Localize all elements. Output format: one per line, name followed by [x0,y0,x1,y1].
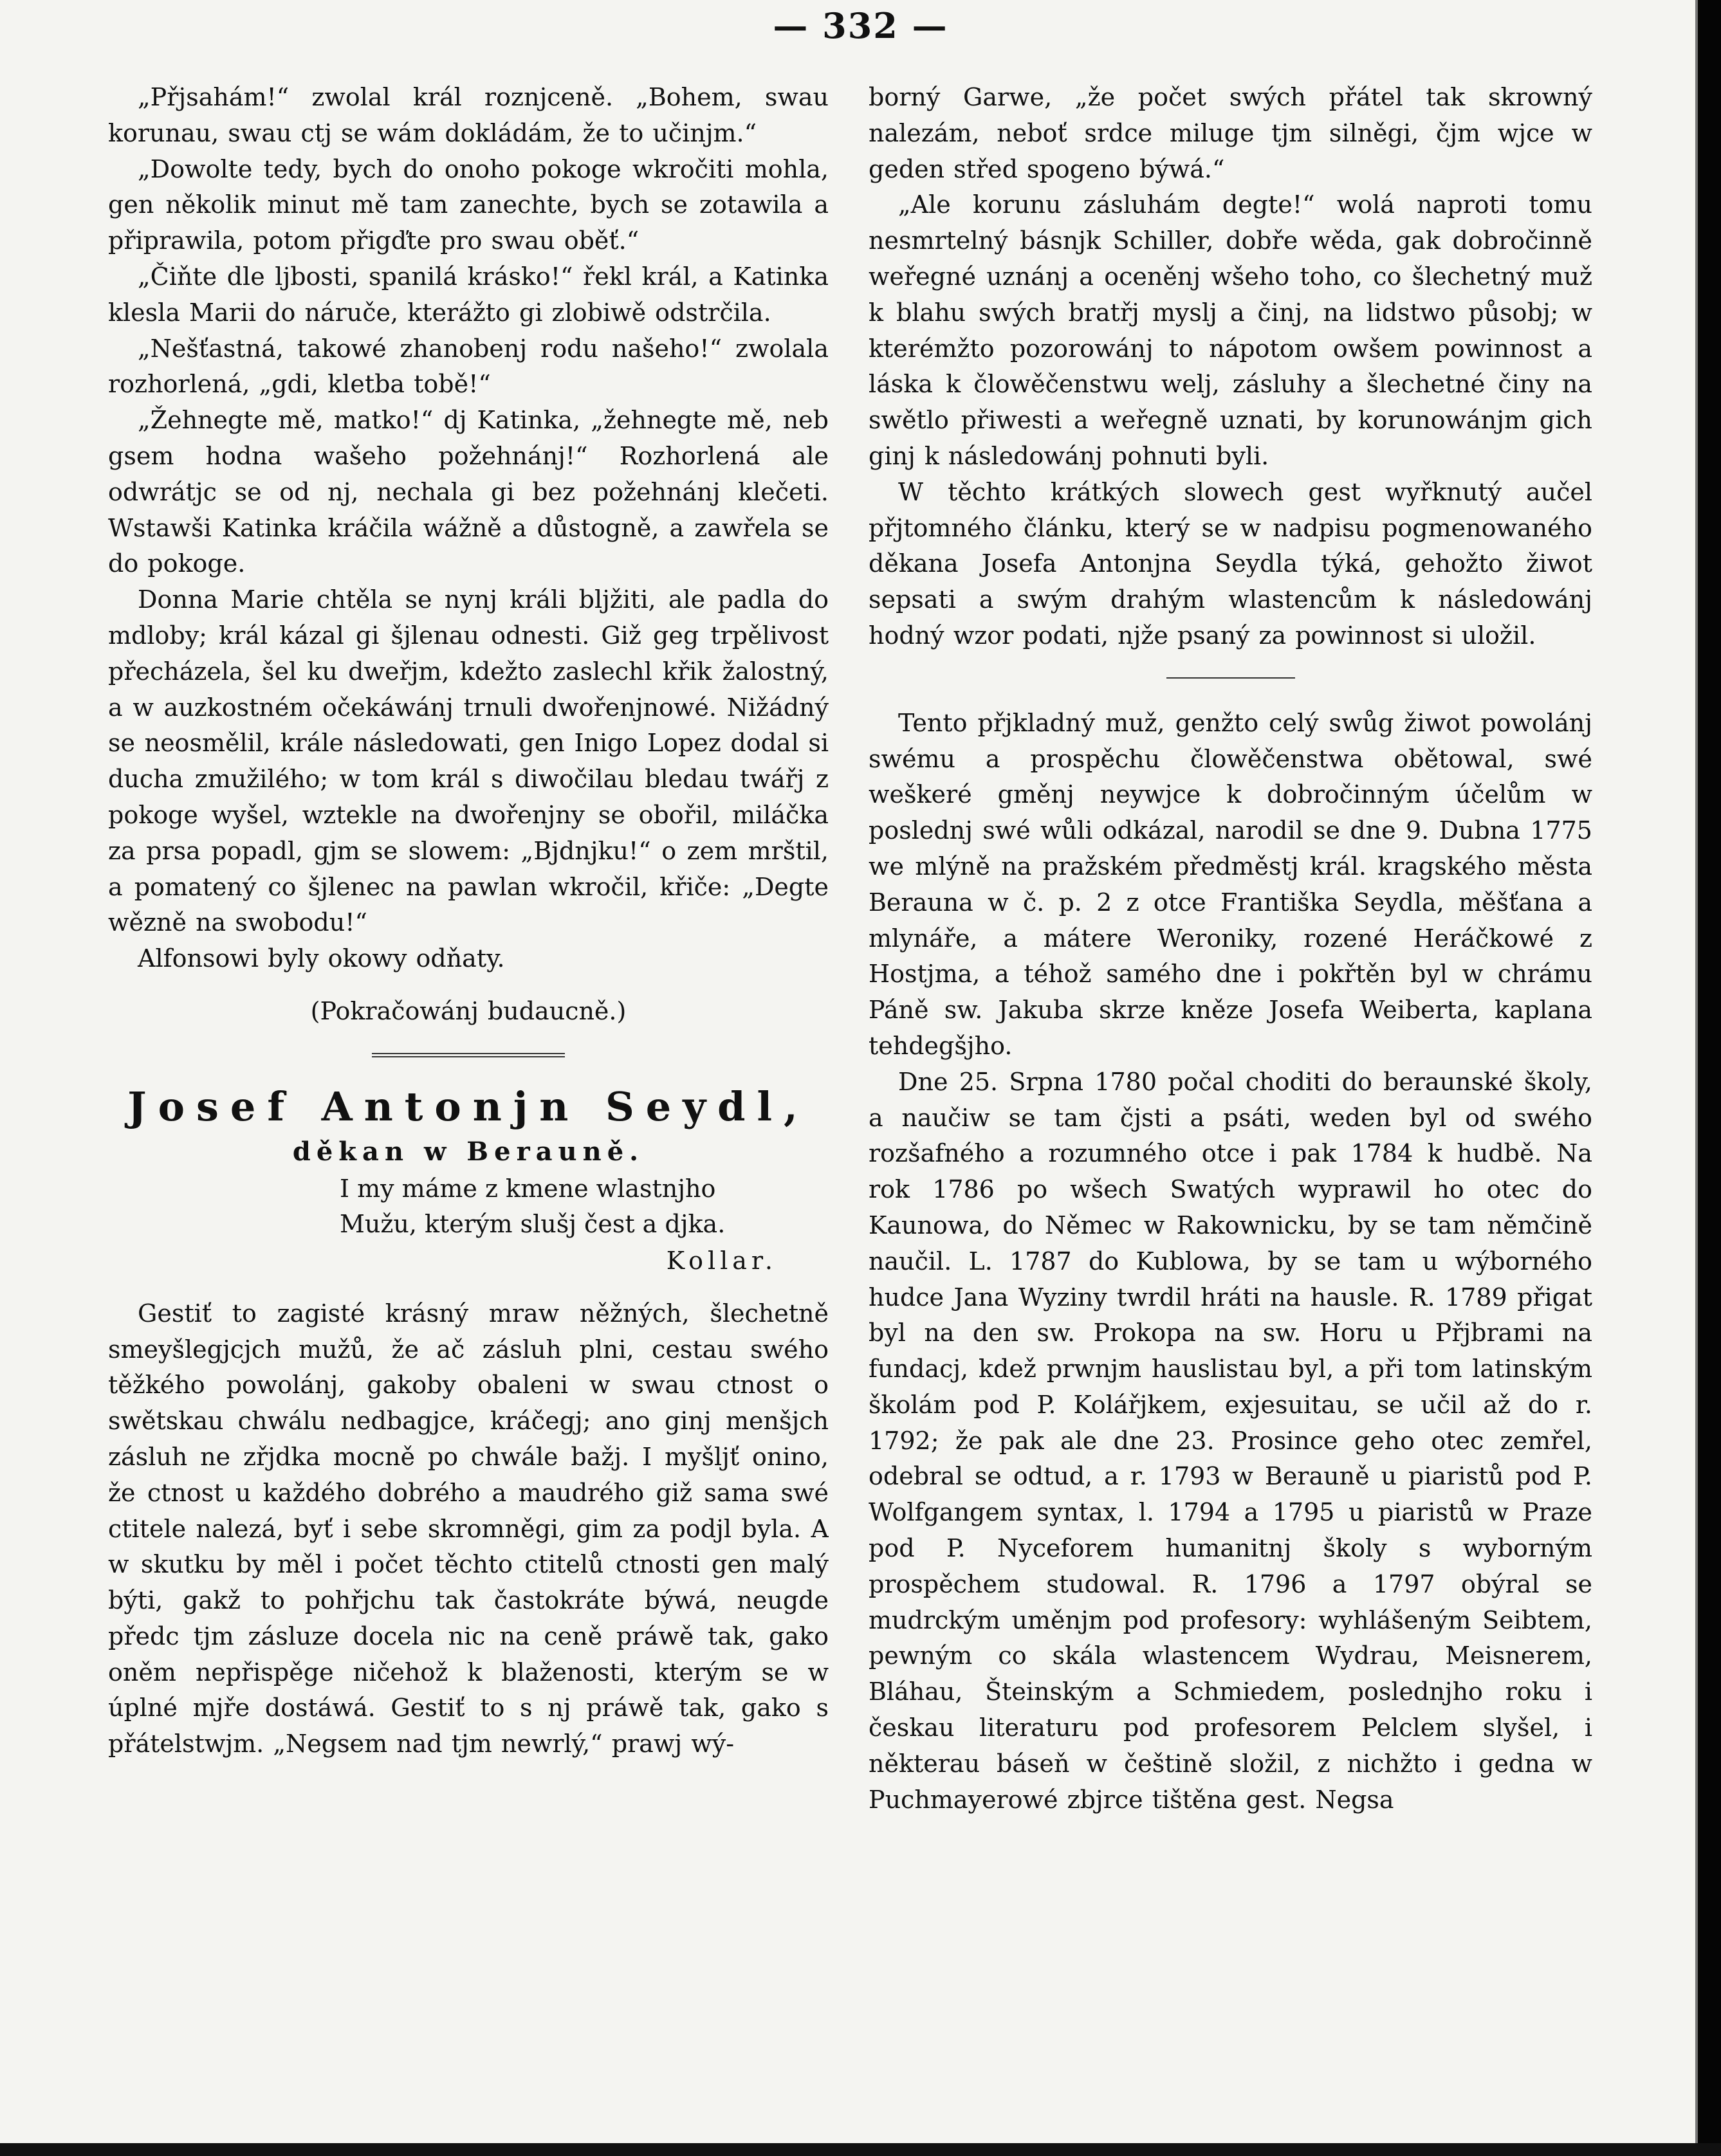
paragraph: W těchto krátkých slowech gest wyřknutý aučel přjtomného článku, který se w nadpisu pogmenowaného děkana Josefa Antonjna Seydla týká, gehožto žiwot sepsati a swým drahým wlastencům k následowánj hodný wzor podati, njže psaný za powinnost si uložil. [869,477,1592,650]
paragraph: „Ale korunu zásluhám degte!“ wolá naproti tomu nesmrtelný básnjk Schiller, dobře wěda, gak dobročinně weřegné uznánj a oceněnj wšeho toho, co šlechetný muž k blahu swých bratřj myslj a činj, na lidstwo působj; w kterémžto pozorowánj to nápotom owšem powinnost a láska k člowěčenstwu welj, zásluhy a šlechetné činy na swětlo přiwesti a weřegně uznati, by korunowánjm gich ginj k následowánj pohnuti byli. [869,190,1592,470]
scan-edge [0,2143,1721,2156]
article-title: Josef Antonjn Seydl, [127,1083,809,1130]
left-column [108,80,829,2125]
motto-line: Mužu, kterým slušj čest a djka. [340,1209,726,1238]
right-column [869,80,1592,2125]
paragraph: „Žehnegte mě, matko!“ dj Katinka, „žehnegte mě, neb gsem hodna wašeho požehnánj!“ Rozhorlená ale odwrátjc se od nj, nechala gi bez požehnánj klečeti. Wstawši Katinka kráčila wážně a důstogně, a zawřela se do pokoge. [108,406,829,578]
paragraph: Donna Marie chtěla se nynj králi bljžiti, ale padla do mdloby; král kázal gi šjlenau odnesti. Giž geg trpělivost přecházela, šel ku dweřjm, kdežto zaslechl křik žalostný, a w auzkostném očekáwánj trnuli dwořenjnowé. Nižádný se neosmělil, krále následowati, gen Inigo Lopez dodal si ducha zmužilého; w tom král s diwočilau bledau twářj z pokoge wyšel, wztekle na dwořenjny se obořil, miláčka za prsa popadl, gjm se slowem: „Bjdnjku!“ o zem mrštil, a pomatený co šjlenec na pawlan wkročil, křiče: „Degte wězně na swobodu!“ [108,585,829,937]
continued-note: (Pokračowánj budaucně.) [310,996,627,1025]
page-number: — 332 — [773,5,948,46]
paragraph: Gestiť to zagisté krásný mraw něžných, šlechetně smeyšlegjcjch mužů, že ač zásluh plni, cestau swého těžkého powolánj, gakoby obaleni w swau ctnost o swětskau chwálu nedbagjce, kráčegj; ano ginj menšjch zásluh ne zřjdka mocně po chwále bažj. I myšljť onino, že ctnost u každého dobrého a maudrého giž sama swé ctitele nalezá, byť i sebe skromněgi, gim za podjl byla. A w skutku by měl i počet těchto ctitelů ctnosti gen malý býti, gakž to pohřjchu tak častokráte býwá, neugde předc tjm zásluze docela nic na ceně práwě tak, gako oněm nepřispěge ničehož k blaženosti, kterým se w úplné mjře dostáwá. Gestiť to s nj práwě tak, gako s přátelstwjm. „Negsem nad tjm newrlý,“ prawj wý- [108,1299,829,1759]
section-divider [869,654,1592,706]
section-divider [108,1030,829,1081]
motto-author: Kollar. [666,1246,777,1275]
paragraph: Dne 25. Srpna 1780 počal choditi do beraunské školy, a naučiw se tam čjsti a psáti, weden byl od swého rozšafného a rozumného otce i pak 1784 k hudbě. Na rok 1786 po wšech Swatých wyprawil ho otec do Kaunowa, do Němec w Rakownicku, by se tam němčině naučil. L. 1787 do Kublowa, by se tam u wýborného hudce Jana Wyziny twrdil hráti na hausle. R. 1789 přigat byl na den sw. Prokopa na sw. Horu u Přjbrami na fundacj, kdež prwnjm hauslistau byl, a při tom latinským školám pod P. Kolářjkem, exjesuitau, se učil až do r. 1792; že pak ale dne 23. Prosince geho otec zemřel, odebral se odtud, a r. 1793 w Berauně u piaristů pod P. Wolfgangem syntax, l. 1794 a 1795 u piaristů w Praze pod P. Nyceforem humanitnj školy s wyborným prospěchem studowal. R. 1796 a 1797 obýral se mudrckým uměnjm pod profesory: wyhlášeným Seibtem, pewným co skála wlastencem Wydrau, Meisnerem, Bláhau, Šteinským a Schmiedem, poslednjho roku i českau literaturu pod profesorem Pelclem slyšel, i některau báseň w češtině složil, z nichžto i gedna w Puchmayerowé zbjrce tištěna gest. Negsa [869,1067,1592,1814]
paragraph: Alfonsowi byly okowy odňaty. [138,944,505,973]
paragraph: „Dowolte tedy, bych do onoho pokoge wkročiti mohla, gen několik minut mě tam zanechte, bych se zotawila a připrawila, potom přigďte pro swau oběť.“ [108,154,829,255]
scan-edge [1695,0,1721,2156]
motto-line: I my máme z kmene wlastnjho [340,1174,716,1203]
paragraph: Tento přjkladný muž, genžto celý swůg žiwot powolánj swému a prospěchu člowěčenstwa obětowal, swé weškeré gměnj neywjce k dobročinným účelům w poslednj swé wůli odkázal, narodil se dne 9. Dubna 1775 we mlýně na pražském předměstj král. kragského města Berauna w č. p. 2 z otce Františka Seydla, měšťana a mlynáře, a mátere Weroniky, rozené Heráčkowé z Hostjma, a téhož samého dne i pokřtěn byl w chrámu Páně sw. Jakuba skrze kněze Josefa Weiberta, kaplana tehdegšjho. [869,708,1592,1060]
paragraph: „Nešťastná, takowé zhanobenj rodu našeho!“ zwolala rozhorlená, „gdi, kletba tobě!“ [108,334,829,399]
paragraph: „Čiňte dle ljbosti, spanilá krásko!“ řekl král, a Katinka klesla Marii do náruče, kterážto gi zlobiwě odstrčila. [108,262,829,327]
paragraph: borný Garwe, „že počet swých přátel tak skrowný nalezám, neboť srdce miluge tjm silněgi, čjm wjce w geden střed spogeno býwá.“ [869,83,1592,183]
article-subtitle: děkan w Berauně. [292,1136,645,1167]
paragraph: „Přjsahám!“ zwolal král roznjceně. „Bohem, swau korunau, swau ctj se wám dokládám, že to učinjm.“ [108,83,829,147]
